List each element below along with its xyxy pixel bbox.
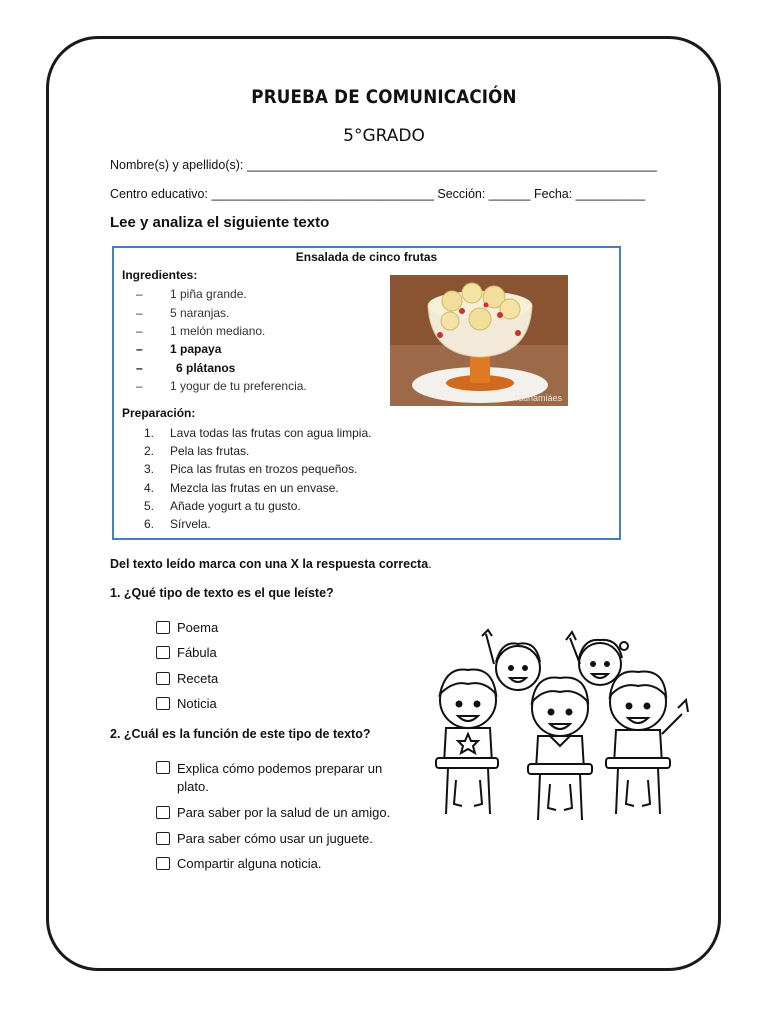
preparation-step: 5. Añade yogurt a tu gusto. (144, 499, 301, 513)
option-noticia[interactable]: Noticia (156, 696, 217, 711)
preparation-step: 2. Pela las frutas. (144, 444, 250, 458)
grade-label: 5°GRADO (343, 126, 425, 146)
ingredient-item: – 1 papaya (136, 342, 222, 356)
preparation-step: 1. Lava todas las frutas con agua limpia. (144, 426, 372, 440)
checkbox[interactable] (156, 806, 170, 819)
checkbox[interactable] (156, 761, 170, 774)
ingredient-item: – 1 melón mediano. (136, 324, 266, 338)
option-explica-plato[interactable]: Explica cómo podemos preparar un plato. (156, 760, 409, 796)
preparation-step: 4. Mezcla las frutas en un envase. (144, 481, 339, 495)
option-receta[interactable]: Receta (156, 671, 218, 686)
option-noticia-2[interactable]: Compartir alguna noticia. (156, 856, 322, 871)
photo-watermark: Tsunamiáes (513, 393, 562, 403)
child-front-middle (528, 678, 592, 821)
checkbox[interactable] (156, 646, 170, 659)
child-front-left (436, 670, 498, 815)
recipe-title: Ensalada de cinco frutas (295, 250, 438, 264)
fruit-salad-photo (390, 275, 568, 406)
question-1: 1. ¿Qué tipo de texto es el que leíste? (110, 586, 334, 600)
name-field-line[interactable]: Nombre(s) y apellido(s): ___________________________________________________________ (110, 158, 658, 172)
school-section-date-line[interactable]: Centro educativo: ________________________________ Sección: ______ Fecha: __________ (110, 187, 646, 201)
recipe-box (112, 246, 621, 540)
checkbox[interactable] (156, 672, 170, 685)
ingredient-item: – 1 yogur de tu preferencia. (136, 379, 307, 393)
option-fabula[interactable]: Fábula (156, 645, 217, 660)
preparation-step: 3. Pica las frutas en trozos pequeños. (144, 462, 358, 476)
checkbox[interactable] (156, 832, 170, 845)
checkbox[interactable] (156, 857, 170, 870)
task-instruction: Del texto leído marca con una X la respuesta correcta. (110, 557, 432, 571)
children-illustration (432, 624, 694, 824)
ingredient-item: – 6 plátanos (136, 361, 236, 375)
ingredient-item: – 5 naranjas. (136, 306, 230, 320)
checkbox[interactable] (156, 621, 170, 634)
question-2: 2. ¿Cuál es la función de este tipo de texto? (110, 727, 371, 741)
reading-instruction: Lee y analiza el siguiente texto (110, 214, 330, 231)
page-title: PRUEBA DE COMUNICACIÓN (251, 86, 517, 108)
child-front-right (606, 672, 688, 815)
option-usar-juguete[interactable]: Para saber cómo usar un juguete. (156, 831, 373, 846)
checkbox[interactable] (156, 697, 170, 710)
ingredients-label: Ingredientes: (122, 268, 198, 282)
ingredient-item: – 1 piña grande. (136, 287, 247, 301)
preparation-step: 6. Sírvela. (144, 517, 211, 531)
preparation-label: Preparación: (122, 406, 196, 420)
fruit-salad-cup-image (390, 275, 568, 406)
option-poema[interactable]: Poema (156, 620, 218, 635)
option-salud-amigo[interactable]: Para saber por la salud de un amigo. (156, 805, 390, 820)
